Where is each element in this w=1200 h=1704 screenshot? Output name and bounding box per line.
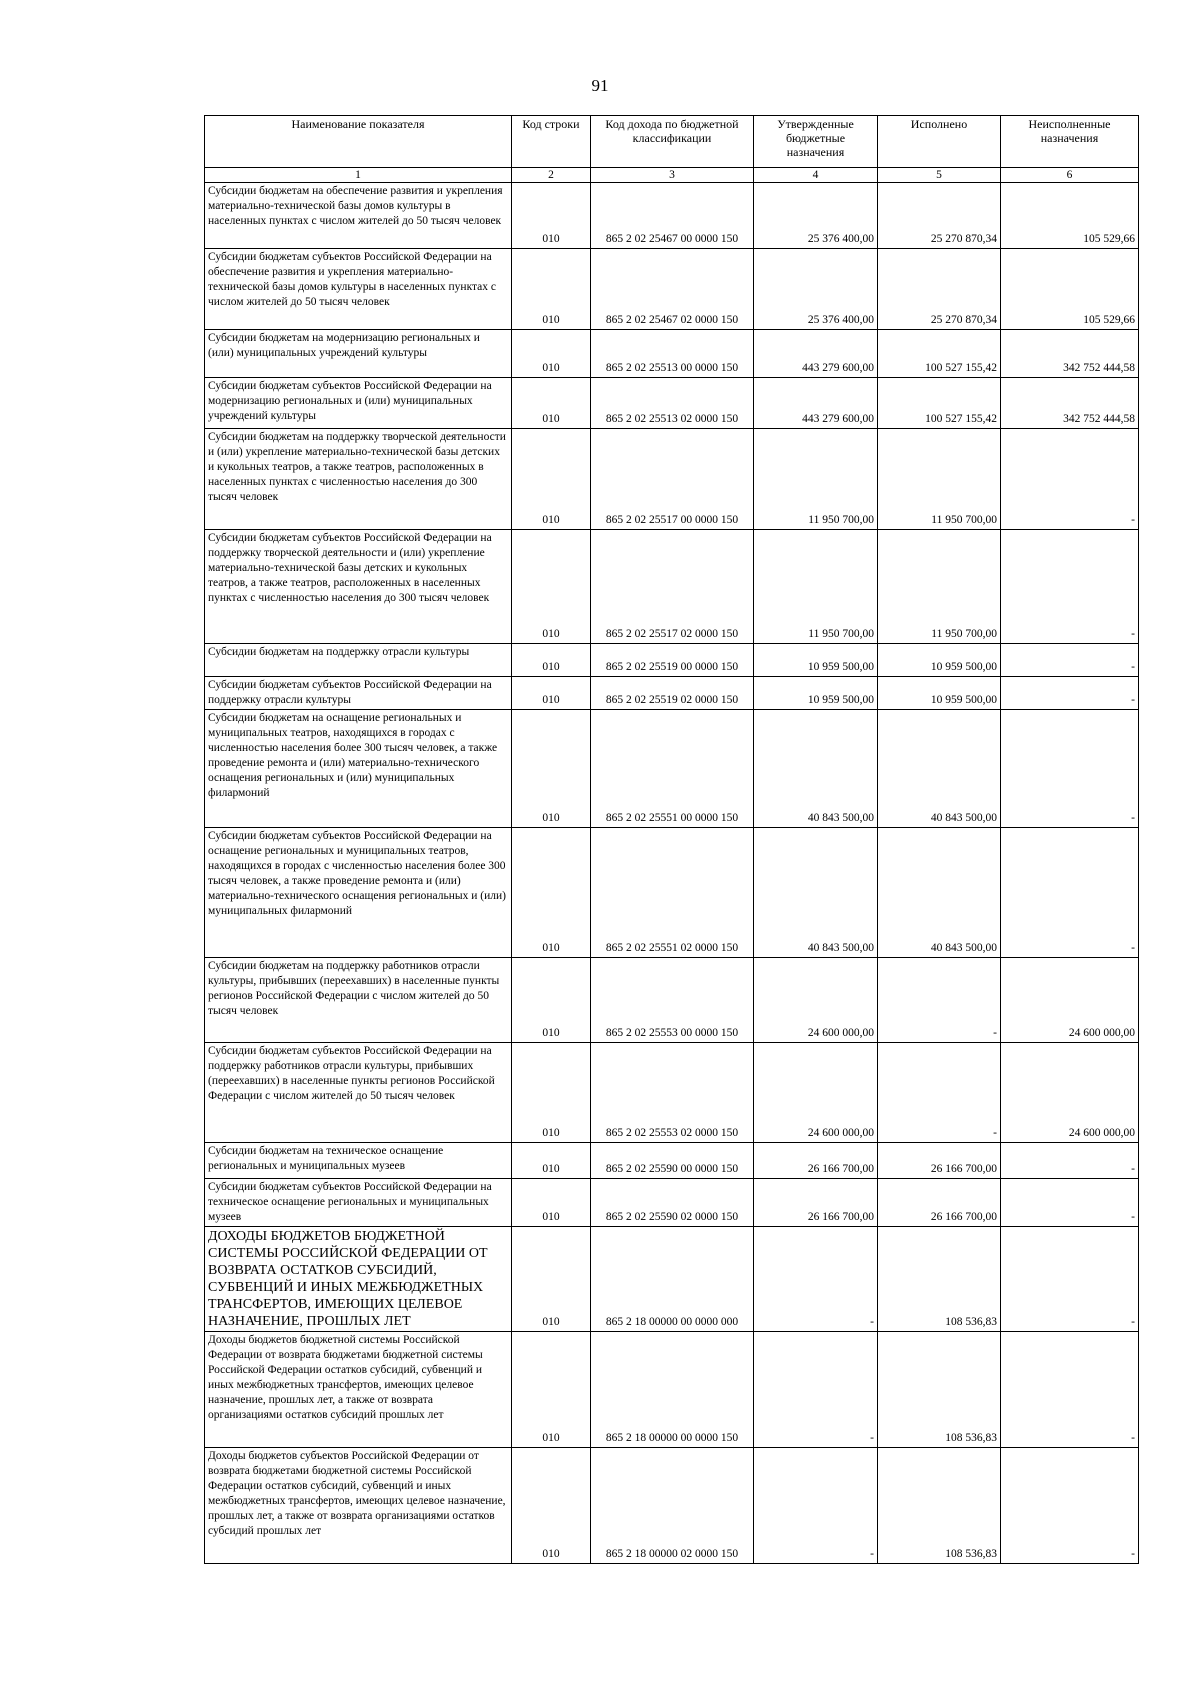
line-code: 010 <box>512 710 591 828</box>
line-code: 010 <box>512 1448 591 1564</box>
column-number-row <box>205 168 1139 183</box>
indicator-name: Субсидии бюджетам субъектов Российской Федерации на поддержку отрасли культуры <box>205 677 512 710</box>
line-code: 010 <box>512 249 591 330</box>
budget-code: 865 2 02 25467 02 0000 150 <box>591 249 754 330</box>
approved-amount: 25 376 400,00 <box>754 249 878 330</box>
approved-amount: 11 950 700,00 <box>754 530 878 644</box>
approved-amount: 11 950 700,00 <box>754 429 878 530</box>
revenue-table <box>204 115 1139 1564</box>
table-row <box>205 1227 1139 1332</box>
table-row <box>205 249 1139 330</box>
approved-amount: 40 843 500,00 <box>754 828 878 958</box>
approved-amount: 443 279 600,00 <box>754 330 878 378</box>
budget-code: 865 2 02 25553 00 0000 150 <box>591 958 754 1043</box>
indicator-name: Субсидии бюджетам субъектов Российской Федерации на оснащение региональных и муниципальных театров, находящихся в городах с численностью населения более 300 тысяч человек, а также проведение ремонта и (или) материально-технического оснащения региональных и (или) муниципальных филармоний <box>205 828 512 958</box>
approved-amount: - <box>754 1227 878 1332</box>
indicator-name: Субсидии бюджетам на поддержку отрасли культуры <box>205 644 512 677</box>
table-row <box>205 677 1139 710</box>
line-code: 010 <box>512 677 591 710</box>
header-executed: Исполнено <box>878 116 1001 168</box>
approved-amount: 40 843 500,00 <box>754 710 878 828</box>
approved-amount: 24 600 000,00 <box>754 1043 878 1143</box>
table-row <box>205 1143 1139 1179</box>
executed-amount: 108 536,83 <box>878 1448 1001 1564</box>
line-code: 010 <box>512 828 591 958</box>
unexecuted-amount: 342 752 444,58 <box>1001 330 1139 378</box>
table-row <box>205 330 1139 378</box>
table-row <box>205 429 1139 530</box>
table-row <box>205 378 1139 429</box>
indicator-name: Субсидии бюджетам субъектов Российской Федерации на техническое оснащение региональных и муниципальных музеев <box>205 1179 512 1227</box>
unexecuted-amount: - <box>1001 644 1139 677</box>
indicator-name: Субсидии бюджетам на обеспечение развития и укрепления материально-технической базы домов культуры в населенных пунктах с числом жителей до 50 тысяч человек <box>205 183 512 249</box>
header-row <box>205 116 1139 168</box>
executed-amount: 25 270 870,34 <box>878 249 1001 330</box>
budget-code: 865 2 18 00000 02 0000 150 <box>591 1448 754 1564</box>
budget-code: 865 2 02 25590 02 0000 150 <box>591 1179 754 1227</box>
line-code: 010 <box>512 1227 591 1332</box>
unexecuted-amount: 105 529,66 <box>1001 249 1139 330</box>
table-row <box>205 644 1139 677</box>
unexecuted-amount: 24 600 000,00 <box>1001 958 1139 1043</box>
column-number: 3 <box>591 168 754 183</box>
header-line-code: Код строки <box>512 116 591 168</box>
approved-amount: 26 166 700,00 <box>754 1143 878 1179</box>
line-code: 010 <box>512 330 591 378</box>
indicator-name: Субсидии бюджетам субъектов Российской Федерации на поддержку творческой деятельности и (или) укрепление материально-технической базы детских и кукольных театров, а также театров, расположенных в населенных пунктах с численностью населения до 300 тысяч человек <box>205 530 512 644</box>
unexecuted-amount: 24 600 000,00 <box>1001 1043 1139 1143</box>
indicator-name: Субсидии бюджетам на поддержку творческой деятельности и (или) укрепление материально-технической базы детских и кукольных театров, а также театров, расположенных в населенных пунктах с численностью населения до 300 тысяч человек <box>205 429 512 530</box>
table-row <box>205 1448 1139 1564</box>
unexecuted-amount: - <box>1001 429 1139 530</box>
indicator-name: Субсидии бюджетам на техническое оснащение региональных и муниципальных музеев <box>205 1143 512 1179</box>
executed-amount: - <box>878 1043 1001 1143</box>
line-code: 010 <box>512 378 591 429</box>
line-code: 010 <box>512 1043 591 1143</box>
indicator-name: Субсидии бюджетам на оснащение региональных и муниципальных театров, находящихся в городах с численностью населения более 300 тысяч человек, а также проведение ремонта и (или) материально-технического оснащения региональных и (или) муниципальных филармоний <box>205 710 512 828</box>
unexecuted-amount: - <box>1001 1143 1139 1179</box>
unexecuted-amount: - <box>1001 1332 1139 1448</box>
budget-code: 865 2 02 25519 00 0000 150 <box>591 644 754 677</box>
executed-amount: 11 950 700,00 <box>878 429 1001 530</box>
indicator-name: Субсидии бюджетам на модернизацию региональных и (или) муниципальных учреждений культуры <box>205 330 512 378</box>
line-code: 010 <box>512 530 591 644</box>
header-indicator-name: Наименование показателя <box>205 116 512 168</box>
line-code: 010 <box>512 183 591 249</box>
line-code: 010 <box>512 1143 591 1179</box>
unexecuted-amount: - <box>1001 710 1139 828</box>
column-number: 2 <box>512 168 591 183</box>
unexecuted-amount: - <box>1001 1179 1139 1227</box>
line-code: 010 <box>512 644 591 677</box>
unexecuted-amount: - <box>1001 828 1139 958</box>
budget-code: 865 2 02 25519 02 0000 150 <box>591 677 754 710</box>
budget-code: 865 2 02 25551 02 0000 150 <box>591 828 754 958</box>
approved-amount: 24 600 000,00 <box>754 958 878 1043</box>
executed-amount: 10 959 500,00 <box>878 677 1001 710</box>
approved-amount: - <box>754 1332 878 1448</box>
executed-amount: 100 527 155,42 <box>878 330 1001 378</box>
executed-amount: 26 166 700,00 <box>878 1143 1001 1179</box>
table-row <box>205 1179 1139 1227</box>
approved-amount: 25 376 400,00 <box>754 183 878 249</box>
executed-amount: 10 959 500,00 <box>878 644 1001 677</box>
unexecuted-amount: - <box>1001 677 1139 710</box>
table-row <box>205 530 1139 644</box>
executed-amount: 25 270 870,34 <box>878 183 1001 249</box>
budget-code: 865 2 18 00000 00 0000 150 <box>591 1332 754 1448</box>
approved-amount: - <box>754 1448 878 1564</box>
header-budget-code: Код дохода по бюджетной классификации <box>591 116 754 168</box>
executed-amount: 26 166 700,00 <box>878 1179 1001 1227</box>
page-number: 91 <box>591 76 609 95</box>
column-number: 6 <box>1001 168 1139 183</box>
indicator-name: Субсидии бюджетам субъектов Российской Федерации на поддержку работников отрасли культуры, прибывших (переехавших) в населенные пункты регионов Российской Федерации с числом жителей до 50 тысяч человек <box>205 1043 512 1143</box>
executed-amount: 40 843 500,00 <box>878 828 1001 958</box>
indicator-name: Доходы бюджетов субъектов Российской Федерации от возврата бюджетами бюджетной системы Российской Федерации остатков субсидий, субвенций и иных межбюджетных трансфертов, имеющих целевое назначение, прошлых лет, а также от возврата организациями остатков субсидий прошлых лет <box>205 1448 512 1564</box>
unexecuted-amount: - <box>1001 530 1139 644</box>
table-row <box>205 1332 1139 1448</box>
indicator-name: Доходы бюджетов бюджетной системы Российской Федерации от возврата бюджетами бюджетной системы Российской Федерации остатков субсидий, субвенций и иных межбюджетных трансфертов, имеющих целевое назначение, прошлых лет, а также от возврата организациями остатков субсидий прошлых лет <box>205 1332 512 1448</box>
budget-code: 865 2 02 25517 02 0000 150 <box>591 530 754 644</box>
budget-code: 865 2 02 25551 00 0000 150 <box>591 710 754 828</box>
approved-amount: 26 166 700,00 <box>754 1179 878 1227</box>
budget-code: 865 2 18 00000 00 0000 000 <box>591 1227 754 1332</box>
unexecuted-amount: - <box>1001 1448 1139 1564</box>
indicator-name: Субсидии бюджетам на поддержку работников отрасли культуры, прибывших (переехавших) в населенные пункты регионов Российской Федерации с числом жителей до 50 тысяч человек <box>205 958 512 1043</box>
line-code: 010 <box>512 1332 591 1448</box>
executed-amount: 108 536,83 <box>878 1227 1001 1332</box>
budget-code: 865 2 02 25553 02 0000 150 <box>591 1043 754 1143</box>
budget-code: 865 2 02 25513 00 0000 150 <box>591 330 754 378</box>
indicator-name: ДОХОДЫ БЮДЖЕТОВ БЮДЖЕТНОЙ СИСТЕМЫ РОССИЙСКОЙ ФЕДЕРАЦИИ ОТ ВОЗВРАТА ОСТАТКОВ СУБСИДИЙ, СУБВЕНЦИЙ И ИНЫХ МЕЖБЮДЖЕТНЫХ ТРАНСФЕРТОВ, ИМЕЮЩИХ ЦЕЛЕВОЕ НАЗНАЧЕНИЕ, ПРОШЛЫХ ЛЕТ <box>205 1227 512 1332</box>
budget-code: 865 2 02 25590 00 0000 150 <box>591 1143 754 1179</box>
indicator-name: Субсидии бюджетам субъектов Российской Федерации на модернизацию региональных и (или) муниципальных учреждений культуры <box>205 378 512 429</box>
unexecuted-amount: - <box>1001 1227 1139 1332</box>
table-row <box>205 958 1139 1043</box>
line-code: 010 <box>512 429 591 530</box>
budget-code: 865 2 02 25467 00 0000 150 <box>591 183 754 249</box>
column-number: 4 <box>754 168 878 183</box>
budget-code: 865 2 02 25513 02 0000 150 <box>591 378 754 429</box>
header-approved: Утвержденные бюджетные назначения <box>754 116 878 168</box>
line-code: 010 <box>512 1179 591 1227</box>
column-number: 1 <box>205 168 512 183</box>
unexecuted-amount: 105 529,66 <box>1001 183 1139 249</box>
table-row <box>205 710 1139 828</box>
header-unexecuted: Неисполненные назначения <box>1001 116 1139 168</box>
approved-amount: 10 959 500,00 <box>754 644 878 677</box>
executed-amount: 108 536,83 <box>878 1332 1001 1448</box>
table-row <box>205 828 1139 958</box>
approved-amount: 10 959 500,00 <box>754 677 878 710</box>
table-row <box>205 183 1139 249</box>
executed-amount: 11 950 700,00 <box>878 530 1001 644</box>
unexecuted-amount: 342 752 444,58 <box>1001 378 1139 429</box>
table-row <box>205 1043 1139 1143</box>
budget-code: 865 2 02 25517 00 0000 150 <box>591 429 754 530</box>
executed-amount: 40 843 500,00 <box>878 710 1001 828</box>
indicator-name: Субсидии бюджетам субъектов Российской Федерации на обеспечение развития и укрепления материально-технической базы домов культуры в населенных пунктах с числом жителей до 50 тысяч человек <box>205 249 512 330</box>
line-code: 010 <box>512 958 591 1043</box>
approved-amount: 443 279 600,00 <box>754 378 878 429</box>
executed-amount: 100 527 155,42 <box>878 378 1001 429</box>
column-number: 5 <box>878 168 1001 183</box>
executed-amount: - <box>878 958 1001 1043</box>
